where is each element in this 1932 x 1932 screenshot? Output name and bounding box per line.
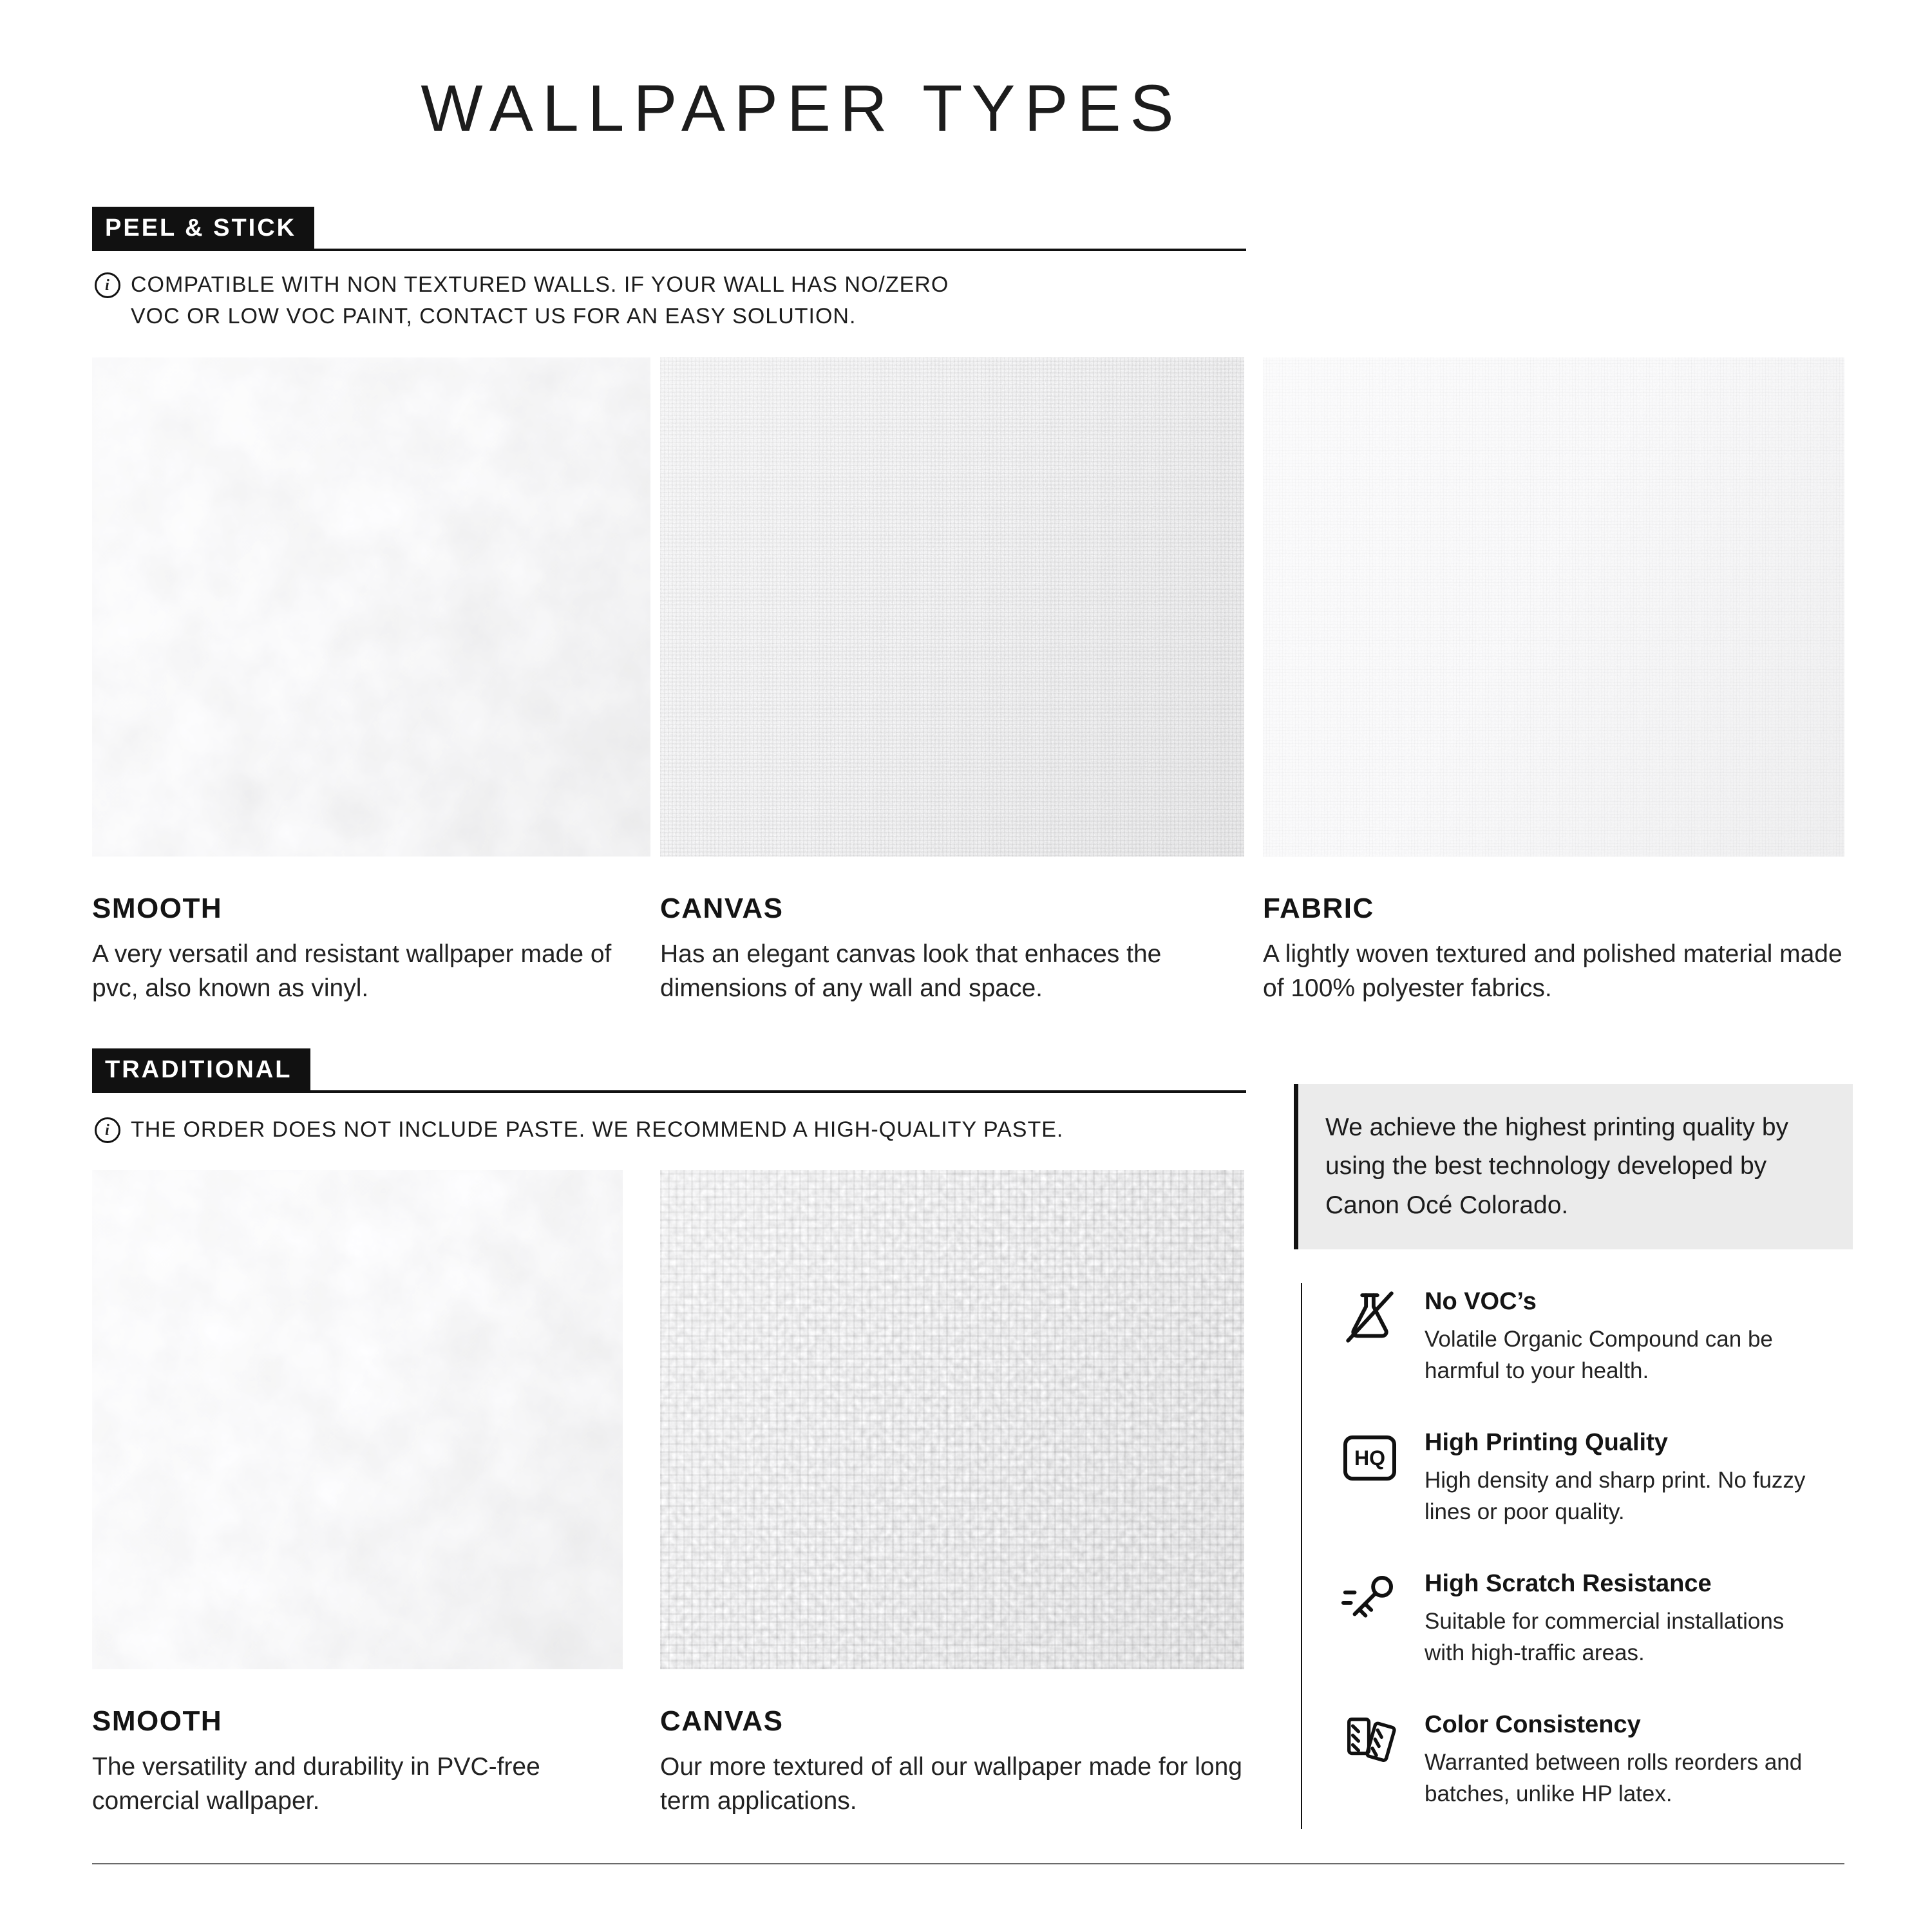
card-title: CANVAS bbox=[660, 893, 784, 924]
feature-list bbox=[1301, 1283, 1855, 1829]
printing-quality-callout: We achieve the highest printing quality by using the best technology developed by Canon Océ Colorado. bbox=[1294, 1084, 1853, 1249]
feature-text bbox=[1425, 1428, 1824, 1528]
feature-high-printing-quality bbox=[1340, 1428, 1855, 1528]
fabric-texture-image bbox=[1263, 357, 1844, 857]
canvas-weave-overlay bbox=[660, 357, 1244, 857]
card-title: SMOOTH bbox=[92, 893, 223, 924]
card-traditional-canvas bbox=[660, 1170, 1244, 1818]
feature-title: High Printing Quality bbox=[1425, 1429, 1668, 1456]
canvas-texture-image bbox=[660, 357, 1244, 857]
info-icon-glyph: i bbox=[105, 277, 110, 294]
card-desc: Our more textured of all our wallpaper made for long term applications. bbox=[660, 1753, 1242, 1815]
card-peel-fabric bbox=[1263, 357, 1844, 1005]
feature-desc: High density and sharp print. No fuzzy lines or poor quality. bbox=[1425, 1468, 1806, 1524]
feature-text bbox=[1425, 1287, 1824, 1387]
no-voc-icon bbox=[1340, 1287, 1400, 1347]
card-desc: The versatility and durability in PVC-free comercial wallpaper. bbox=[92, 1753, 540, 1815]
note-line: THE ORDER DOES NOT INCLUDE PASTE. WE RECOMMEND A HIGH-QUALITY PASTE. bbox=[131, 1117, 1064, 1142]
color-consistency-icon bbox=[1340, 1710, 1400, 1770]
feature-title: High Scratch Resistance bbox=[1425, 1570, 1712, 1597]
smooth-texture-image bbox=[92, 357, 650, 857]
fabric-weave-overlay bbox=[1263, 357, 1844, 857]
smooth-texture-image bbox=[92, 1170, 623, 1669]
feature-text bbox=[1425, 1569, 1824, 1669]
note-line: COMPATIBLE WITH NON TEXTURED WALLS. IF YOUR WALL HAS NO/ZERO bbox=[131, 272, 949, 297]
feature-scratch-resistance bbox=[1340, 1569, 1855, 1669]
feature-desc: Warranted between rolls reorders and batches, unlike HP latex. bbox=[1425, 1750, 1803, 1806]
smooth-texture-swatch bbox=[92, 357, 650, 857]
peel-stick-note-text bbox=[131, 269, 949, 333]
feature-desc: Volatile Organic Compound can be harmful to your health. bbox=[1425, 1327, 1773, 1383]
feature-text bbox=[1425, 1710, 1824, 1810]
canvas-coarse-weave-overlay bbox=[660, 1170, 1244, 1669]
feature-desc: Suitable for commercial installations with high-traffic areas. bbox=[1425, 1609, 1785, 1665]
traditional-section-header bbox=[92, 1048, 1246, 1093]
scratch-resistance-icon bbox=[1340, 1569, 1400, 1629]
info-icon-glyph: i bbox=[105, 1122, 110, 1139]
bottom-divider bbox=[92, 1863, 1844, 1864]
note-line: VOC OR LOW VOC PAINT, CONTACT US FOR AN EASY SOLUTION. bbox=[131, 304, 857, 329]
card-desc: A very versatil and resistant wallpaper made of pvc, also known as vinyl. bbox=[92, 940, 612, 1002]
feature-no-voc bbox=[1340, 1287, 1855, 1387]
feature-color-consistency bbox=[1340, 1710, 1855, 1810]
traditional-label: TRADITIONAL bbox=[92, 1048, 310, 1090]
fabric-texture-swatch bbox=[1263, 357, 1844, 857]
canvas-coarse-texture-image bbox=[660, 1170, 1244, 1669]
card-traditional-smooth bbox=[92, 1170, 623, 1818]
peel-stick-section-header bbox=[92, 207, 1246, 251]
feature-title: Color Consistency bbox=[1425, 1711, 1641, 1738]
card-peel-canvas bbox=[660, 357, 1244, 1005]
page-title: WALLPAPER TYPES bbox=[421, 71, 1183, 145]
card-title: CANVAS bbox=[660, 1705, 784, 1737]
traditional-note-text bbox=[131, 1114, 1063, 1146]
hq-badge-text: HQ bbox=[1343, 1435, 1396, 1481]
canvas-texture-swatch bbox=[660, 357, 1244, 857]
feature-title: No VOC’s bbox=[1425, 1288, 1537, 1315]
peel-stick-label: PEEL & STICK bbox=[92, 207, 314, 249]
peel-stick-note bbox=[95, 269, 949, 333]
hq-icon bbox=[1340, 1428, 1400, 1488]
card-desc: A lightly woven textured and polished material made of 100% polyester fabrics. bbox=[1263, 940, 1842, 1002]
info-icon bbox=[95, 1117, 120, 1143]
traditional-note bbox=[95, 1114, 1063, 1146]
card-title: FABRIC bbox=[1263, 893, 1374, 924]
card-peel-smooth bbox=[92, 357, 650, 1005]
card-title: SMOOTH bbox=[92, 1705, 223, 1737]
canvas-coarse-texture-swatch bbox=[660, 1170, 1244, 1669]
info-icon bbox=[95, 272, 120, 298]
smooth-texture-swatch bbox=[92, 1170, 623, 1669]
card-desc: Has an elegant canvas look that enhaces the dimensions of any wall and space. bbox=[660, 940, 1162, 1002]
